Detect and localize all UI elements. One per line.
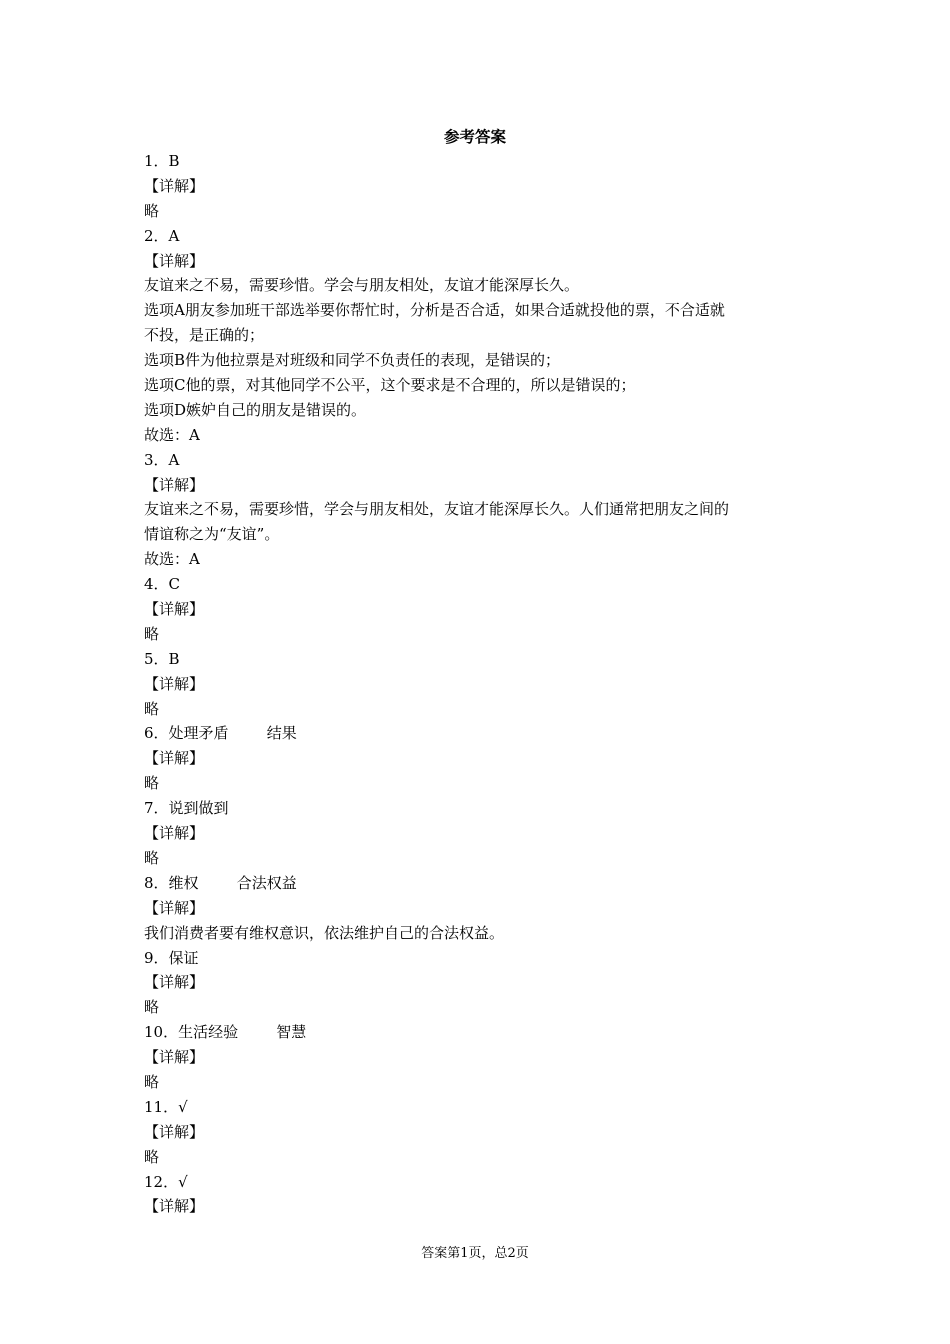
answer-line: 选项A朋友参加班干部选举要你帮忙时，分析是否合适，如果合适就投他的票，不合适就	[144, 301, 725, 320]
answer-line: 略	[144, 1072, 160, 1091]
answer-content	[144, 149, 804, 1219]
answer-line: 略	[144, 774, 160, 793]
answer-line: 【详解】	[144, 1197, 205, 1216]
answer-line: 1．B	[144, 152, 180, 170]
answer-line: 2．A	[144, 226, 180, 245]
answer-line: 略	[144, 848, 160, 867]
answer-line: 10．生活经验 智慧	[144, 1023, 307, 1042]
answer-line: 略	[144, 624, 160, 643]
answer-line: 【详解】	[144, 176, 205, 195]
answer-line: 9．保证	[144, 948, 199, 967]
answer-line: 11．√	[144, 1097, 188, 1116]
answer-line: 友谊来之不易，需要珍惜。学会与朋友相处，友谊才能深厚长久。	[144, 276, 580, 295]
answer-line: 选项D嫉妒自己的朋友是错误的。	[144, 400, 367, 419]
answer-line: 【详解】	[144, 1048, 205, 1067]
answer-line: 12．√	[144, 1172, 188, 1191]
answer-line: 选项C他的票，对其他同学不公平，这个要求是不合理的，所以是错误的；	[144, 376, 636, 395]
answer-line: 4．C	[144, 575, 181, 594]
answer-line: 5．B	[144, 649, 180, 668]
answer-line: 故选：A	[144, 425, 200, 444]
answer-line: 【详解】	[144, 749, 205, 768]
answer-line: 【详解】	[144, 674, 205, 693]
answer-line: 3．A	[144, 450, 180, 469]
answer-line: 【详解】	[144, 1122, 205, 1141]
answer-line: 【详解】	[144, 898, 205, 917]
answer-line: 【详解】	[144, 973, 205, 992]
answer-line: 【详解】	[144, 475, 205, 494]
answer-line: 友谊来之不易，需要珍惜，学会与朋友相处，友谊才能深厚长久。人们通常把朋友之间的	[144, 500, 730, 519]
answer-line: 略	[144, 201, 160, 220]
answer-line: 7．说到做到	[144, 799, 229, 818]
answer-line: 不投，是正确的；	[144, 326, 265, 345]
answer-line: 故选：A	[144, 550, 200, 569]
answer-line: 略	[144, 699, 160, 718]
answer-line: 6．处理矛盾 结果	[144, 724, 297, 743]
answer-line: 情谊称之为“友谊”。	[144, 525, 280, 544]
page-footer: 答案第1页，总2页	[421, 1246, 529, 1261]
answer-line: 略	[144, 998, 160, 1017]
page-title: 参考答案	[443, 127, 506, 146]
answer-line: 【详解】	[144, 600, 205, 619]
answer-line: 【详解】	[144, 824, 205, 843]
answer-line: 8．维权 合法权益	[144, 873, 297, 892]
answer-line: 【详解】	[144, 251, 205, 270]
answer-line: 我们消费者要有维权意识，依法维护自己的合法权益。	[144, 923, 505, 942]
answer-line: 略	[144, 1147, 160, 1166]
answer-line: 选项B件为他拉票是对班级和同学不负责任的表现，是错误的；	[144, 351, 561, 370]
